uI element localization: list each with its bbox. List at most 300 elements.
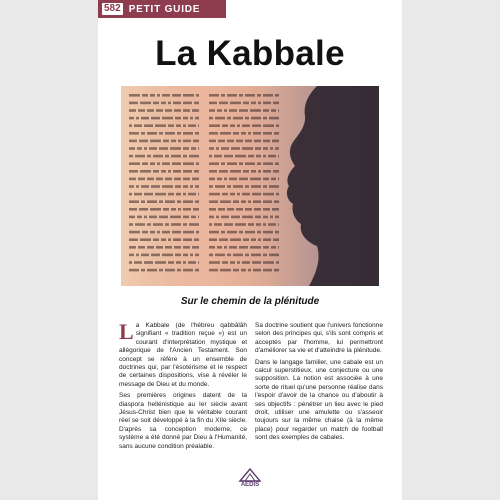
body-text xyxy=(119,319,383,454)
texture-stroke xyxy=(176,124,181,127)
texture-stroke xyxy=(209,109,215,112)
texture-stroke xyxy=(168,238,171,241)
texture-stroke xyxy=(227,185,231,188)
texture-stroke xyxy=(209,200,218,203)
texture-stroke xyxy=(209,178,215,181)
texture-stroke xyxy=(147,223,151,226)
texture-stroke xyxy=(209,185,213,188)
texture-stroke xyxy=(183,246,190,249)
texture-stroke xyxy=(150,94,155,97)
texture-stroke xyxy=(251,238,256,241)
texture-stroke xyxy=(209,208,216,211)
texture-stroke xyxy=(275,94,279,97)
texture-stroke xyxy=(253,132,261,135)
texture-stroke xyxy=(165,155,169,158)
texture-stroke xyxy=(269,185,279,188)
texture-stroke xyxy=(268,155,276,158)
texture-stroke xyxy=(215,185,225,188)
texture-stroke xyxy=(168,170,171,173)
texture-stroke xyxy=(227,254,231,257)
texture-stroke xyxy=(263,208,270,211)
texture-stroke xyxy=(129,200,139,203)
texture-stroke xyxy=(151,185,160,188)
texture-stroke xyxy=(274,200,279,203)
texture-stroke xyxy=(172,94,181,97)
texture-stroke xyxy=(209,261,220,264)
texture-stroke xyxy=(245,254,249,257)
texture-stroke xyxy=(263,155,266,158)
texture-stroke xyxy=(141,254,149,257)
texture-stroke xyxy=(222,193,228,196)
texture-stroke xyxy=(129,178,136,181)
texture-stroke xyxy=(239,162,243,165)
texture-stroke xyxy=(135,155,145,158)
texture-stroke xyxy=(134,261,142,264)
texture-stroke xyxy=(245,231,255,234)
texture-stroke xyxy=(153,223,163,226)
texture-stroke xyxy=(189,155,199,158)
texture-stroke xyxy=(196,231,199,234)
texture-stroke xyxy=(198,261,199,264)
texture-stroke xyxy=(176,193,181,196)
text-column-right xyxy=(255,322,383,454)
texture-stroke xyxy=(263,246,269,249)
texture-stroke xyxy=(168,261,174,264)
texture-stroke xyxy=(209,140,216,143)
texture-stroke xyxy=(255,216,261,219)
texture-stroke xyxy=(230,170,241,173)
texture-stroke xyxy=(174,109,181,112)
texture-stroke xyxy=(263,140,270,143)
texture-stroke xyxy=(263,132,272,135)
texture-stroke xyxy=(245,117,249,120)
texture-stroke xyxy=(241,132,246,135)
texture-stroke xyxy=(151,117,160,120)
texture-stroke xyxy=(229,246,237,249)
texture-stroke xyxy=(230,238,241,241)
texture-stroke xyxy=(216,216,219,219)
texture-stroke xyxy=(153,102,159,105)
texture-stroke xyxy=(227,162,237,165)
texture-stroke xyxy=(195,132,199,135)
texture-stroke xyxy=(275,147,279,150)
texture-stroke xyxy=(129,132,139,135)
texture-stroke xyxy=(157,94,160,97)
texture-stroke xyxy=(163,208,169,211)
texture-stroke xyxy=(198,216,199,219)
texture-stroke xyxy=(140,238,151,241)
texture-stroke xyxy=(156,109,163,112)
texture-stroke xyxy=(159,216,168,219)
texture-stroke xyxy=(198,147,199,150)
texture-stroke xyxy=(172,231,181,234)
texture-stroke xyxy=(258,238,261,241)
texture-stroke xyxy=(144,147,147,150)
texture-stroke xyxy=(233,200,239,203)
texture-stroke xyxy=(183,124,186,127)
texture-stroke xyxy=(162,185,173,188)
texture-stroke xyxy=(263,223,266,226)
texture-stroke xyxy=(177,200,181,203)
texture-stroke xyxy=(171,155,181,158)
texture-stroke xyxy=(231,147,240,150)
texture-stroke xyxy=(171,208,176,211)
texture-stroke xyxy=(245,185,249,188)
texture-stroke xyxy=(256,223,261,226)
texture-stroke xyxy=(171,223,181,226)
texture-stroke xyxy=(251,170,256,173)
texture-stroke xyxy=(147,200,157,203)
texture-stroke xyxy=(129,109,136,112)
texture-stroke xyxy=(242,147,253,150)
texture-stroke xyxy=(183,102,192,105)
texture-stroke xyxy=(250,246,261,249)
texture-stroke xyxy=(173,170,181,173)
texture-stroke xyxy=(218,140,225,143)
texture-stroke xyxy=(209,254,213,257)
texture-stroke xyxy=(157,231,160,234)
texture-stroke xyxy=(230,124,235,127)
series-number: 582 xyxy=(104,3,121,14)
texture-stroke xyxy=(263,94,273,97)
texture-stroke xyxy=(276,193,279,196)
texture-stroke xyxy=(193,140,199,143)
texture-stroke xyxy=(195,254,199,257)
texture-stroke xyxy=(129,162,140,165)
texture-stroke xyxy=(192,109,199,112)
texture-stroke xyxy=(263,261,274,264)
texture-stroke xyxy=(243,102,249,105)
texture-stroke xyxy=(263,200,272,203)
texture-stroke xyxy=(194,170,199,173)
texture-stroke xyxy=(278,109,279,112)
texture-stroke xyxy=(271,178,276,181)
texture-stroke xyxy=(209,216,214,219)
texture-stroke xyxy=(263,102,271,105)
texture-stroke xyxy=(276,124,279,127)
texture-stroke xyxy=(191,147,196,150)
texture-stroke xyxy=(248,223,254,226)
texture-stroke xyxy=(174,178,181,181)
texture-stroke xyxy=(129,170,138,173)
texture-stroke xyxy=(245,140,252,143)
texture-stroke xyxy=(275,162,279,165)
texture-stroke xyxy=(183,109,190,112)
texture-stroke xyxy=(239,246,248,249)
texture-stroke xyxy=(239,109,248,112)
texture-stroke xyxy=(196,94,199,97)
texture-stroke xyxy=(251,254,261,257)
texture-stroke xyxy=(168,193,174,196)
texture-stroke xyxy=(270,147,273,150)
paragraph: Dans le langage familier, une cabale est un calcul superstitieux, une conjecture ou une supposition. La notion est associée à une sorte de rituel qu'une personne réalise dans l'espoir d'avoir de la chance ou d'aboutir à ses objectifs : pénétrer un lieu avec le pied droit, utiliser une amulette ou s'asseoir toujours sur la même chaise (à la même place) pour regarder un match de football sont des exemples de cabales. xyxy=(255,358,383,442)
texture-stroke xyxy=(253,269,261,272)
texture-stroke xyxy=(183,193,186,196)
texture-stroke xyxy=(254,208,261,211)
texture-stroke xyxy=(183,238,192,241)
texture-stroke xyxy=(220,269,231,272)
texture-stroke xyxy=(134,124,142,127)
texture-stroke xyxy=(129,140,137,143)
texture-stroke xyxy=(178,140,181,143)
texture-stroke xyxy=(209,117,213,120)
texture-stroke xyxy=(236,208,243,211)
texture-stroke xyxy=(219,238,228,241)
texture-stroke xyxy=(174,246,181,249)
texture-stroke xyxy=(241,200,246,203)
texture-stroke xyxy=(214,155,222,158)
texture-stroke xyxy=(209,246,215,249)
texture-stroke xyxy=(222,124,228,127)
texture-stroke xyxy=(129,102,138,105)
texture-stroke xyxy=(192,178,199,181)
texture-stroke xyxy=(230,193,235,196)
texture-stroke xyxy=(138,109,145,112)
texture-stroke xyxy=(257,94,261,97)
texture-stroke xyxy=(183,216,189,219)
texture-stroke xyxy=(191,216,196,219)
texture-stroke xyxy=(209,132,218,135)
texture-stroke xyxy=(129,208,137,211)
texture-stroke xyxy=(183,208,191,211)
texture-stroke xyxy=(273,170,279,173)
texture-stroke xyxy=(149,147,157,150)
texture-stroke xyxy=(278,246,279,249)
texture-stroke xyxy=(151,254,160,257)
texture-stroke xyxy=(162,231,170,234)
drop-cap: L xyxy=(119,319,134,344)
texture-stroke xyxy=(150,208,161,211)
texture-stroke xyxy=(156,246,163,249)
texture-stroke xyxy=(165,246,172,249)
texture-stroke xyxy=(221,162,225,165)
texture-stroke xyxy=(215,117,225,120)
texture-stroke xyxy=(263,109,269,112)
texture-stroke xyxy=(233,269,239,272)
texture-stroke xyxy=(248,269,251,272)
texture-stroke xyxy=(129,185,134,188)
texture-stroke xyxy=(155,261,166,264)
texture-stroke xyxy=(274,269,279,272)
texture-stroke xyxy=(274,132,279,135)
texture-stroke xyxy=(162,117,173,120)
texture-stroke xyxy=(196,162,199,165)
texture-stroke xyxy=(194,238,199,241)
texture-stroke xyxy=(272,208,279,211)
texture-stroke xyxy=(248,200,251,203)
cover-photo xyxy=(121,86,379,286)
texture-stroke xyxy=(276,261,279,264)
texture-stroke xyxy=(161,238,166,241)
texture-stroke xyxy=(263,117,267,120)
texture-stroke xyxy=(165,178,172,181)
book-cover xyxy=(98,0,402,500)
texture-stroke xyxy=(162,254,173,257)
texture-stroke xyxy=(221,94,225,97)
texture-stroke xyxy=(195,117,199,120)
texture-stroke xyxy=(136,117,139,120)
texture-stroke xyxy=(129,155,133,158)
texture-stroke xyxy=(141,117,149,120)
texture-stroke xyxy=(220,132,231,135)
texture-stroke xyxy=(150,231,155,234)
texture-stroke xyxy=(129,147,135,150)
texture-stroke xyxy=(136,254,139,257)
texture-stroke xyxy=(136,185,139,188)
texture-stroke xyxy=(263,216,268,219)
texture-stroke xyxy=(183,117,188,120)
texture-stroke xyxy=(263,231,273,234)
texture-stroke xyxy=(129,246,136,249)
texture-stroke xyxy=(144,216,147,219)
texture-stroke xyxy=(209,124,220,127)
texture-stroke xyxy=(224,246,227,249)
texture-stroke xyxy=(176,261,181,264)
texture-stroke xyxy=(156,178,163,181)
texture-stroke xyxy=(278,178,279,181)
texture-stroke xyxy=(233,185,243,188)
texture-stroke xyxy=(129,238,138,241)
texture-stroke xyxy=(269,117,279,120)
texture-stroke xyxy=(141,269,145,272)
texture-stroke xyxy=(142,231,148,234)
texture-stroke xyxy=(172,162,181,165)
texture-stroke xyxy=(129,269,139,272)
texture-stroke xyxy=(139,140,148,143)
hebrew-text-silhouette-image xyxy=(121,86,379,286)
texture-stroke xyxy=(171,140,176,143)
texture-stroke xyxy=(168,124,174,127)
texture-stroke xyxy=(229,109,237,112)
page-title: La Kabbale xyxy=(155,34,345,73)
texture-stroke xyxy=(263,170,271,173)
texture-stroke xyxy=(163,140,169,143)
texture-stroke xyxy=(251,185,261,188)
texture-stroke xyxy=(198,124,199,127)
texture-stroke xyxy=(147,132,157,135)
texture-stroke xyxy=(153,155,163,158)
paragraph: Ses premières origines datent de la diaspora hellénistique au Ier siècle avant Jésus-Christ bien que le véritable courant réel se soit développé à la fin du XIIe siècle. D'après sa conception moderne, ce système a été donné par Dieu à l'Humanité, sans aucune condition préalable. xyxy=(119,392,247,450)
texture-stroke xyxy=(237,124,240,127)
texture-stroke xyxy=(168,102,171,105)
texture-stroke xyxy=(252,193,261,196)
texture-stroke xyxy=(224,109,227,112)
texture-stroke xyxy=(263,254,267,257)
texture-stroke xyxy=(149,216,157,219)
texture-stroke xyxy=(257,162,261,165)
texture-stroke xyxy=(183,132,193,135)
texture-stroke xyxy=(140,102,151,105)
texture-stroke xyxy=(263,269,272,272)
texture-stroke xyxy=(215,254,225,257)
texture-stroke xyxy=(183,223,187,226)
texture-stroke xyxy=(134,193,142,196)
texture-stroke xyxy=(278,223,279,226)
texture-stroke xyxy=(242,261,250,264)
texture-stroke xyxy=(216,147,219,150)
texture-stroke xyxy=(183,178,190,181)
texture-stroke xyxy=(221,231,225,234)
texture-stroke xyxy=(258,102,261,105)
texture-stroke xyxy=(129,254,134,257)
texture-stroke xyxy=(239,178,248,181)
texture-stroke xyxy=(278,155,279,158)
texture-stroke xyxy=(175,185,181,188)
texture-stroke xyxy=(129,261,132,264)
texture-stroke xyxy=(190,185,193,188)
texture-stroke xyxy=(227,208,234,211)
texture-stroke xyxy=(198,193,199,196)
texture-stroke xyxy=(155,193,166,196)
texture-stroke xyxy=(254,140,261,143)
publisher-logo xyxy=(236,468,264,488)
texture-stroke xyxy=(231,216,240,219)
texture-stroke xyxy=(194,102,199,105)
texture-stroke xyxy=(250,178,261,181)
texture-stroke xyxy=(159,132,163,135)
texture-stroke xyxy=(273,102,279,105)
texture-stroke xyxy=(170,147,181,150)
texture-stroke xyxy=(173,102,181,105)
texture-stroke xyxy=(183,261,186,264)
texture-stroke xyxy=(209,94,219,97)
texture-stroke xyxy=(242,124,250,127)
texture-stroke xyxy=(263,147,268,150)
texture-stroke xyxy=(183,94,194,97)
texture-stroke xyxy=(209,238,217,241)
texture-stroke xyxy=(269,254,279,257)
texture-stroke xyxy=(175,117,181,120)
texture-stroke xyxy=(245,94,255,97)
texture-stroke xyxy=(147,178,154,181)
texture-stroke xyxy=(183,140,191,143)
texture-stroke xyxy=(183,162,194,165)
texture-stroke xyxy=(129,216,135,219)
texture-stroke xyxy=(214,223,222,226)
texture-stroke xyxy=(221,216,229,219)
texture-stroke xyxy=(137,216,142,219)
texture-stroke xyxy=(236,140,243,143)
texture-stroke xyxy=(270,216,273,219)
texture-stroke xyxy=(263,238,271,241)
texture-stroke xyxy=(142,162,148,165)
series-name: PETIT GUIDE xyxy=(128,3,201,15)
publisher-name: AEDIS xyxy=(240,482,260,488)
texture-stroke xyxy=(137,147,142,150)
texture-stroke xyxy=(250,109,261,112)
texture-stroke xyxy=(235,155,246,158)
texture-stroke xyxy=(217,109,222,112)
texture-stroke xyxy=(159,269,163,272)
texture-stroke xyxy=(183,170,192,173)
texture-stroke xyxy=(242,193,250,196)
texture-stroke xyxy=(209,170,217,173)
texture-stroke xyxy=(252,124,261,127)
texture-stroke xyxy=(147,269,157,272)
texture-stroke xyxy=(161,102,166,105)
texture-stroke xyxy=(147,155,151,158)
texture-stroke xyxy=(153,170,159,173)
texture-stroke xyxy=(183,231,194,234)
texture-stroke xyxy=(235,223,246,226)
texture-stroke xyxy=(155,124,166,127)
texture-stroke xyxy=(263,178,269,181)
texture-stroke xyxy=(221,147,229,150)
texture-stroke xyxy=(224,155,233,158)
photo-caption: Sur le chemin de la plénitude xyxy=(180,296,320,307)
texture-stroke xyxy=(209,102,217,105)
texture-stroke xyxy=(188,193,196,196)
